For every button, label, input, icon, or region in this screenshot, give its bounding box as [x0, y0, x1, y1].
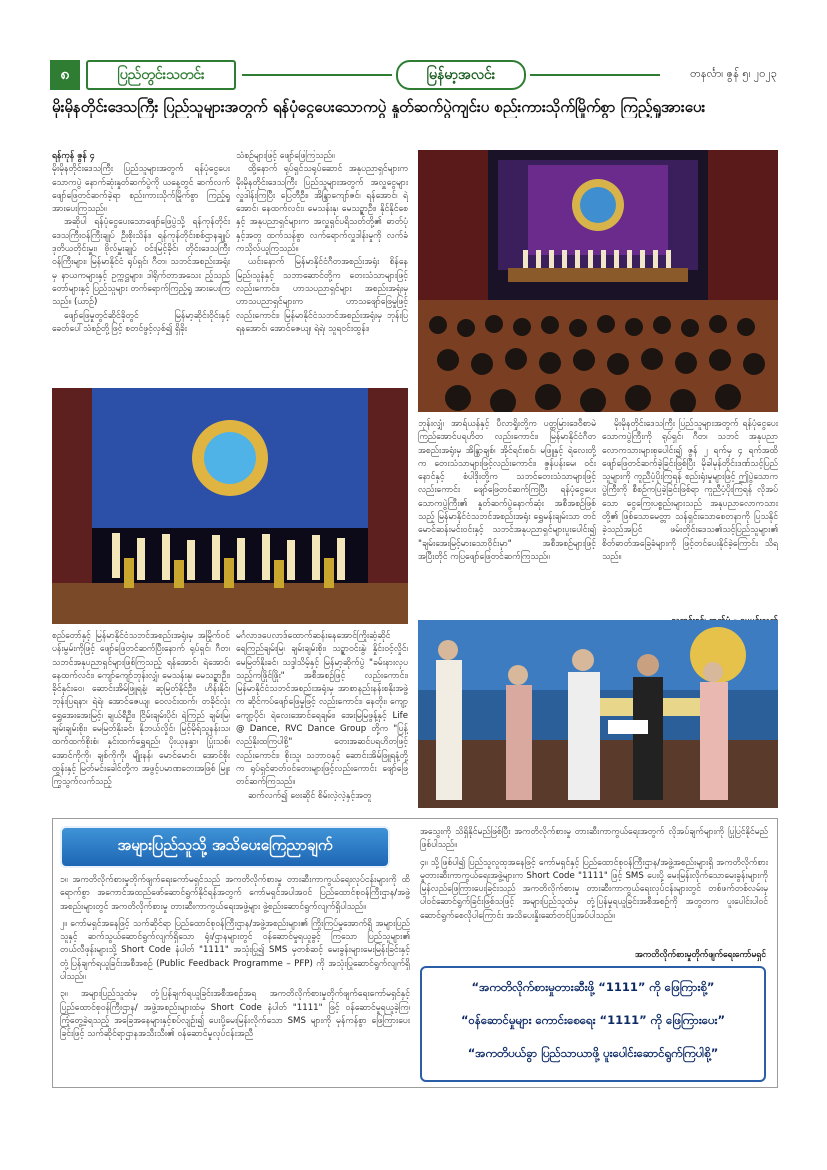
article-paragraph: မိုးမိုနတိုင်းဒေသကြီး ပြည်သူများအတွက် ရန်ပုံငွေပေးသောကပွဲ နောက်ဆုံးနှုတ်ဆက်ပွဲကို ယနေ့တွင် ဆက်လက်ဖျော်ဖြေတင်ဆက်ခဲ့ရာ စည်းကားသိုက်မြိုက်စွာ ကြည့်ရှုအားပေးကြသည်။: [52, 164, 230, 215]
notice-column: [420, 826, 768, 950]
notice-paragraph: ၂။ ကော်မရှင်အနေဖြင့် သက်ဆိုင်ရာ ပြည်ထောင်စုဝန်ကြီးဌာန/အဖွဲ့အစည်းများ၏ ကြိုးကြပ်မှုအောက်ရှိ အများပြည်သူနှင့် ဆက်သွယ်ဆောင်ရွက်လျက်ရှိသော ရုံး/ဌာနများတွင် ဝန်ဆောင်မှုရယူခွင့် ကြသော ပြည်သူများ၏ တယ်လီဖုန်းများသို့ Short Code နံပါတ် "1111" အသုံးပြု၍ SMS မှတစ်ဆင့် မေးခွန်းများမေးမြန်းခြင်းနှင့် တုံ့ပြန်ချက်ရယူခြင်းအစီအစဉ် (Public Feedback Programme – PFP) ကို အသုံးပြုဆောင်ရွက်လျက်ရှိပါသည်။: [60, 918, 410, 983]
slogan-line: “အကတိပယ်ခွာ ပြည်သာယာဖို့ ပူးပေါင်းဆောင်ရွက်ကြပါစို့”: [467, 1046, 719, 1060]
article-paragraph: သံစဉ်များဖြင့် ဖျော်ဖြေကြသည်။: [236, 151, 335, 161]
article-dateline: ရန်ကုန် ဇွန် ၄: [52, 151, 95, 161]
article-paragraph: မိုးမိုနတိုင်းဒေသကြီး ပြည်သူများအတွက် ရန်ပုံငွေပေးသောကပွဲကြီးကို ရုပ်ရှင်၊ ဂီတ၊ သဘင် အနုပညာလောကသားများစုပေါင်း၍ ဇွန် ၂ ရက်မှ ၄ ရက်အထိ ဖျော်ဖြေတင်ဆက်ခဲ့ခြင်းဖြစ်ပြီး မိုခါမုန်တိုင်းဒဏ်သင့်ပြည်သူများကို ကူညီပံ့ပိုးကြရန် စည်းရုံးမှုများဖြင့် ဤပွဲသောကပွဲကြီးကို စီစဉ်ကပြခဲ့ခြင်းဖြစ်ရာ ကူညီပံ့ပိုးကြရန် လိုအပ်သော ငွေကြေးပစ္စည်းများသည် အနုပညာလောကသားတို့၏ ဖြစ်သောမေတ္တာ သန်ရှင်းသောစေတနာကို ပြသနိုင်ခဲ့သည်အပြင် ဖမ်းတိုင်းဒေသ၏သင့်ပြည်သူများ၏ စိတ်ဓာတ်အခြေခံများကို ဖြင့်တင်ပေးနိုင်ခဲ့ကြောင်း သိရသည်။: [602, 419, 778, 562]
notice-paragraph: ၄။ သို့ဖြစ်ပါ၍ ပြည်သူလူထုအနေဖြင့် ကော်မရှင်နှင့် ပြည်ထောင်စုဝန်ကြီးဌာန/အဖွဲ့အစည်းများရှိ အကတိလိုက်စားမှုတားဆီးကာကွယ်ရေးအဖွဲ့များက Short Code "1111" ဖြင့် SMS ပေးပို့ မေးမြန်းလိုက်သောမေးခွန်းများကို မြန်လည်ဖြေကြားပေးခြင်းသည် အကတိလိုက်စားမှု တားဆီးကာကွယ်ရေးလုပ်ငန်းများတွင် တစ်ဖက်တစ်လမ်းမှ ပါဝင်ဆောင်ရွက်ခြင်းဖြစ်သဖြင့် အများပြည်သူထံမှ တုံ့ပြန်မှုရယူခြင်းအစီအစဉ်ကို အတွတက ပူးပေါင်းပါဝင်ဆောင်ရွက်စေလိုပါကြောင်း အသိပေးနှိုးဆော်တင်ပြအပ်ပါသည်။: [420, 857, 768, 921]
article-headline: မိုးမိုနတိုင်းဒေသကြီး ပြည်သူများအတွက် ရန်ပုံငွေပေးသောကပွဲ နှုတ်ဆက်ပွဲကျင်းပ စည်းကားသိုက်မြိုက်စွာ ကြည့်ရှုအားပေး: [52, 98, 706, 116]
article-paragraph: စည်တော်နှင့် မြန်မာနိုင်ငံသဘင်အစည်းအရုံးမှ အမြိုက်ဝင်ပန်းမွမ်းကိုဖြင့် ဖျော်ဖြေတင်ဆက်ပြီးနောက် ရုပ်ရှင်၊ ဂီတ၊ သဘင်အနုပညာရှင်များဖြစ်ကြသည့် ရန်အောင်၊ ရဲအောင်၊ နေထက်လင်း၊ ကျော်ကျော်ဘုန်းလျှံ၊ မေသန်းနု၊ မေသဉ္ဇာဦး၊ ခိုင်နှင်းဝေ၊ ဆောင်းအိမ်ဖြူရနံ့၊ ဆုမြတ်နိုင်ဦး၊ ဟိန်းနိုင်၊ ဘုန်းပြရနာ၊ ရဲရဲ၊ အောင်ဇေယျ၊ ဝေလင်းထက်၊ တခိုင်လုံး ရွှေအေးအေးမြင့်၊ ချယ်ရီဦး၊ ငြိမ်းချမ်းပိုင်၊ ရဲကြည် ချမ်းမြ၊ ချမ်းချမ်းစိုး၊ မေမြတ်နိုးခင်၊ နိုဘယ်လှိုင်၊ မြင့်မိုရ်သူနန်းသ၊ ထက်ထက်စိုးစံ၊ နှင်းထက်ရွှေရည်၊ ပိုးယုနန္ဒာ၊ ပြုံးသစ်၊ အောင်ကိုကို၊ ချစ်ကိုကို၊ မျိုးနန်၊ မောင်မောင်၊ အောင်စိုးထွန်းနှင့် မြတ်မင်းခေါင်တို့က အဖွင့်ပမာဏတေးအဖြစ် မြူးကြွသွက်လက်သည့်: [52, 631, 230, 788]
slogan-line: “ဝန်ဆောင်မှုများ ကောင်းစေရေး “1111” ကို ဖြေကြားပေး”: [460, 1013, 726, 1027]
article-paragraph: ဘုန်းလျှံ၊ အာရ်ယန်နှင့် ပီလာရှိုးတို့က ပတ္တမြားဒေဝီစာမဲကြည်အောင်ပရဟိတ လည်းကောင်း၊ မြန်မာနိုင်ငံဂီတအစည်းအရုံးမှ အိန္ဒြာချစ်၊ အိုင်ရင်းစင်၊ မဖြူနှင့် ရဲလေးတို့က တေးသံသာများဖြင့်လည်းကောင်း၊ ဇွန်ပန်းမေ၊ ဝင်းနောင်နှင့် စံပါဒိုးတို့က သဘင်တေးသံသာများဖြင့်လည်းကောင်း ဖျော်ဖြေတင်ဆက်ကြပြီး ရန်ပုံငွေပေးသောကပွဲကြီး၏ နှုတ်ဆက်ပွဲနောက်ဆုံး အစီအစဉ်ဖြစ်သည့် မြန်မာနိုင်ငံသဘင်အစည်းအရုံး ရွှေမန်းချမ်းသာ တင်မောင်ဆန်းမင်းဝင်းနှင့် သဘင်အနုပညာရှင်များပူးပေါင်း၍ "ချမ်းအေးမြင့်မားသောဝိုင်းမှာ" အစီအစဉ်များဖြင့် အပြီးတိုင် ကပြဖျော်ဖြေတင်ဆက်ကြသည်။: [418, 419, 596, 562]
notice-column: [60, 874, 410, 1084]
donation-ceremony-photo: [418, 620, 778, 808]
article-paragraph: ဖျော်ဖြေမှုတွင်ဆိုင်ခိုတွင် မြန်မာ့ဆိုင်းဝိုင်းနှင့် ခေတ်ပေါ်သံစဉ်တို့ဖြင့် စတင်ဖွင့်လှစ်၍ ရှိခိုး: [52, 310, 230, 334]
article-column: [236, 150, 408, 390]
header-rule: [530, 74, 660, 76]
article-column: [52, 630, 230, 810]
stage-audience-photo: [418, 150, 778, 412]
article-column: [418, 418, 596, 646]
article-column: [52, 150, 230, 390]
article-paragraph: အဆိုပါ ရန်ပုံငွေပေးသောဖျော်ဖြေပွဲသို့ ရန်ကုန်တိုင်းဒေသကြီးဝန်ကြီးချုပ် ဦးစိုးသိန်း၊ ရန်ကုန်တိုင်းစစ်ဌာနချုပ် ဒုတိယတိုင်းမှူး၊ ဗိုလ်မှူးချုပ် ဝင်းမြင့်ခိုင်၊ တိုင်းဒေသကြီးဝန်ကြီးများ၊ မြန်မာနိုင်ငံ ရုပ်ရှင်၊ ဂီတ၊ သဘင်အစည်းအရုံးမှ နာယကများနှင့် ဥက္ကဋ္ဌများ၊ ဒါရိုက်တာအသေး ည့်သည်တော်များနှင့် ပြည်သူများ တက်ရောက်ကြည့်ရှု အားပေးကြသည်။ (ယာဉ်): [52, 217, 230, 308]
notice-signature: အကတိလိုက်စားမှုတိုက်ဖျက်ရေးကော်မရှင်: [634, 950, 766, 960]
header-rule: [242, 74, 392, 76]
article-paragraph: ထို့နောက် ရုပ်ရှင်သရုပ်ဆောင် အနုပညာရှင်များက မိုးမိုနတိုင်းဒေသကြီး ပြည်သူများအတွက် အလှူငွေများလှူဒါန်းကြပြီး ပြေတီဦး၊ အိန္ဒြာကျော်ဇင်၊ ရန်အောင်၊ ရဲအောင်၊ နေထက်လင်း၊ မေသန်းနု၊ မေသဉ္ဇာဦး၊ နိုင်နိုင်စေနှင့် အနုပညာရှင်များက အလှူရှင်ပရိသတ်တို့၏ ဓာတ်ပုံနှင့်အတူ ထက်သန်စွာ လက်ရောက်လှူဒါန်းမှုကို လက်ခံကသိုလ်ယူကြသည်။: [236, 164, 408, 255]
notice-title: အများပြည်သူသို့ အသိပေးကြေညာချက်: [60, 826, 390, 868]
page-number: ၈: [50, 60, 80, 90]
article-column: [602, 418, 778, 614]
notice-paragraph: အသွေးကို သိရှိနိုင်မည်ဖြစ်ပြီး အကတိလိုက်စားမှု တားဆီးကာကွယ်ရေးအတွက် လိုအပ်ချက်များကို ပြုပြင်နိုင်မည်ဖြစ်ပါသည်။: [420, 827, 768, 851]
article-paragraph: မင်္ဂလာဒပေလာဒ်ထောက်ဆန်းနေအောင်ကြိုးဆံ့ဆိုင်ရေကြည်ချမ်းမြ၊ ချမ်းချမ်းစိုး၊ သဉ္ဇာဝင်းနွဲ၊ နှိုင်းဝင့်လှိုင်၊ မေမြတ်နိုးခင်၊ သဒ္ဒါသိမ့်နှင့် မြန်မာ့ဆိုက်ပွဲ "ခမ်းနားလှပသည့်ကဖြိုင်ဖြိုး" အစီအစဉ်ဖြင့် လည်းကောင်း၊ မြန်မာနိုင်ငံသဘင်အစည်းအရုံးမှ အာစာနည်းနန်းစနိုးအဖွဲ့က ဆိုင်ကပ်ဖျော်ဖြေမှုဖြင့် လည်းကောင်း၊ နေတိုး၊ ကျော့ကျော့ပိုင်၊ ရဲလေးအောင်ရေချမ်း၊ အေးမြမြဖွန့်နှင့် Life @ Dance, RVC Dance Group တို့က "ပြန့်လည်နိုးထကြပါစို့" တေးအဆင်ပရဟိတဖြင့်လည်းကောင်း၊ စိုးသူ၊ သဘာဝနှင့် ဆောင်းအိမ်ဖြူရနံ့တို့က ရုပ်ရှင်ဓာတ်ဝင်တေးများဖြင့်လည်းကောင်း ဖျော်ဖြေတင်ဆက်ကြသည်။: [236, 631, 408, 788]
notice-paragraph: ၃။ အများပြည်သူထံမှ တုံ့ပြန်ချက်ရယူခြင်းအစီအစဉ်အရ အကတိလိုက်စားမှုတိုက်ဖျက်ရေးကော်မရှင်နှင့် ပြည်ထောင်စုဝန်ကြီးဌာန/ အဖွဲ့အစည်းများထံမှ Short Code နံပါတ် "1111" ဖြင့် ဝန်ဆောင်မှုရယူခဲ့ကြ၊ ကြုံတွေ့ခဲ့ရသည့် အခြေအနေများနှင့်စပ်လျဉ်း၍ ပေးပို့မေးမြန်းလိုက်သော SMS များကို မှန်ကန်စွာ ဖြေကြားပေးခြင်းဖြင့် သက်ဆိုင်ရာဌာနအသီးသီး၏ ဝန်ဆောင်မှုလုပ်ငန်းအညီ: [60, 989, 410, 1040]
masthead-logo: မြန်မာ့အလင်း: [396, 60, 526, 90]
notice-paragraph: ၁။ အကတိလိုက်စားမှုတိုက်ဖျက်ရေးကော်မရှင်သည် အကတိလိုက်စားမှု တားဆီးကာကွယ်ရေးလုပ်ငန်းများကို ထိရောက်စွာ အကောင်အထည်ဖော်ဆောင်ရွက်နိုင်ရန်အတွက် ကော်မရှင်အပါအဝင် ပြည်ထောင်စုဝန်ကြီးဌာန/အဖွဲ့အစည်းများတွင် အကတိလိုက်စားမှု တားဆီးကာကွယ်ရေးအဖွဲ့များ ဖွဲ့စည်းဆောင်ရွက်လျက်ရှိပါသည်။: [60, 875, 410, 912]
stage-dancers-photo: [52, 388, 408, 624]
section-label: ပြည်တွင်းသတင်း: [86, 60, 236, 90]
article-column: [236, 630, 408, 810]
article-paragraph: ဆက်လက်၍ ဗေးဆိုင် စိမ်းလဲ့လဲ့နှင့်အတူ: [248, 790, 372, 801]
article-paragraph: ယင်းနောက် မြန်မာနိုင်ငံဂီတအစည်းအရုံး စိန်နေမြည်၊သူနံနှင့် သဘာဆောင်တို့က တေးသံသာများဖြင့်လည်းကောင်း၊ ဟာသပညာရှင်များ အစည်းအရုံးမှ ဟာသပညာရှင်များက ဟာသဖျော်ဖြေမှုဖြင့် လည်းကောင်း၊ မြန်မာနိုင်ငံသဘင်အစည်းအရုံးမှ ဘုန်းပြရနအောင်၊ အောင်ဇေယျ၊ ရဲရဲ၊ သူရဝင်းထွန်း၊: [236, 257, 408, 334]
slogan-line: “အကတိလိုက်စားမှုတားဆီးဖို့ “1111” ကို ဖြေကြားစို့”: [471, 980, 715, 994]
page-header: [50, 60, 777, 90]
issue-date: တနင်္လာ၊ ဇွန် ၅၊ ၂၀၂၃: [690, 67, 777, 80]
